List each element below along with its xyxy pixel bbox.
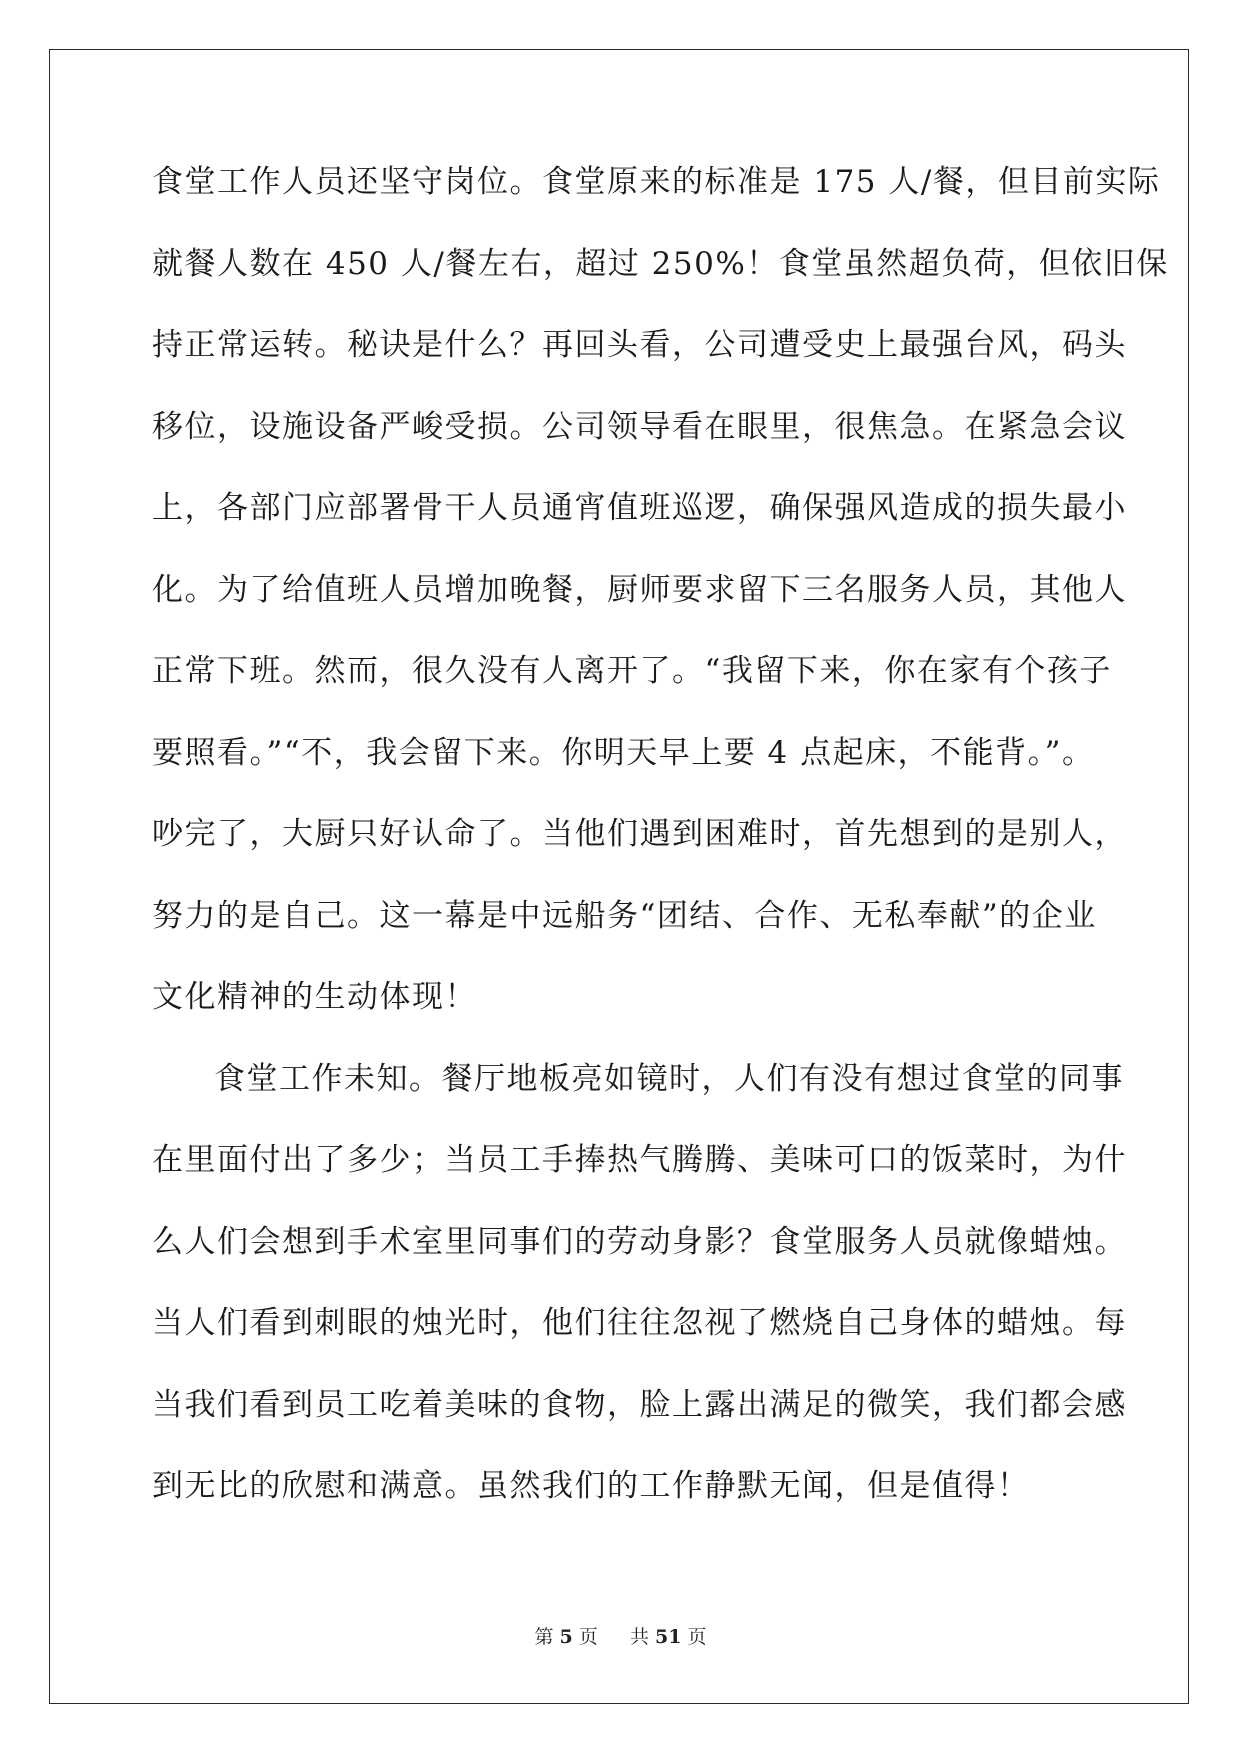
paragraph-line: 当人们看到刺眼的烛光时，他们往往忽视了燃烧自己身体的蜡烛。每 (152, 1305, 1127, 1341)
paragraph-line: 化。为了给值班人员增加晚餐，厨师要求留下三名服务人员，其他人 (152, 571, 1127, 608)
paragraph-line: 持正常运转。秘诀是什么？再回头看，公司遭受史上最强台风，码头 (152, 327, 1127, 363)
paragraph-line: 要照看。”“不，我会留下来。你明天早上要 4 点起床，不能背。”。 (152, 734, 1095, 771)
page-number-current: 5 (559, 1626, 573, 1648)
paragraph-line: 么人们会想到手术室里同事们的劳动身影？食堂服务人员就像蜡烛。 (152, 1223, 1127, 1260)
paragraph-line: 文化精神的生动体现！ (152, 979, 477, 1015)
paragraph-line: 移位，设施设备严峻受损。公司领导看在眼里，很焦急。在紧急会议 (152, 408, 1127, 445)
page-total-suffix: 页 (687, 1626, 707, 1648)
paragraph-line: 在里面付出了多少；当员工手捧热气腾腾、美味可口的饭菜时，为什 (152, 1142, 1127, 1178)
paragraph-line: 当我们看到员工吃着美味的食物，脸上露出满足的微笑，我们都会感 (152, 1386, 1127, 1423)
paragraph-line: 到无比的欣慰和满意。虽然我们的工作静默无闻，但是值得！ (152, 1468, 1030, 1504)
paragraph-line: 努力的是自己。这一幕是中远船务“团结、合作、无私奉献”的企业 (152, 897, 1097, 934)
paragraph-line: 正常下班。然而，很久没有人离开了。“我留下来，你在家有个孩子 (152, 653, 1112, 689)
paragraph-line: 就餐人数在 450 人/餐左右，超过 250%！食堂虽然超负荷，但依旧保 (152, 245, 1169, 282)
paragraph-line: 食堂工作人员还坚守岗位。食堂原来的标准是 175 人/餐，但目前实际 (152, 164, 1161, 200)
page-number-suffix: 页 (578, 1626, 598, 1648)
page-footer (0, 1622, 1241, 1649)
paragraph-line: 吵完了，大厨只好认命了。当他们遇到困难时，首先想到的是别人， (152, 816, 1127, 852)
page-number-prefix: 第 (534, 1626, 554, 1648)
paragraph-line: 上，各部门应部署骨干人员通宵值班巡逻，确保强风造成的损失最小 (152, 490, 1127, 526)
document-body (152, 158, 1169, 1544)
paragraph-line: 食堂工作未知。餐厅地板亮如镜时，人们有没有想过食堂的同事 (214, 1060, 1124, 1097)
page-total-prefix: 共 (629, 1626, 649, 1648)
page-total: 51 (655, 1626, 682, 1648)
